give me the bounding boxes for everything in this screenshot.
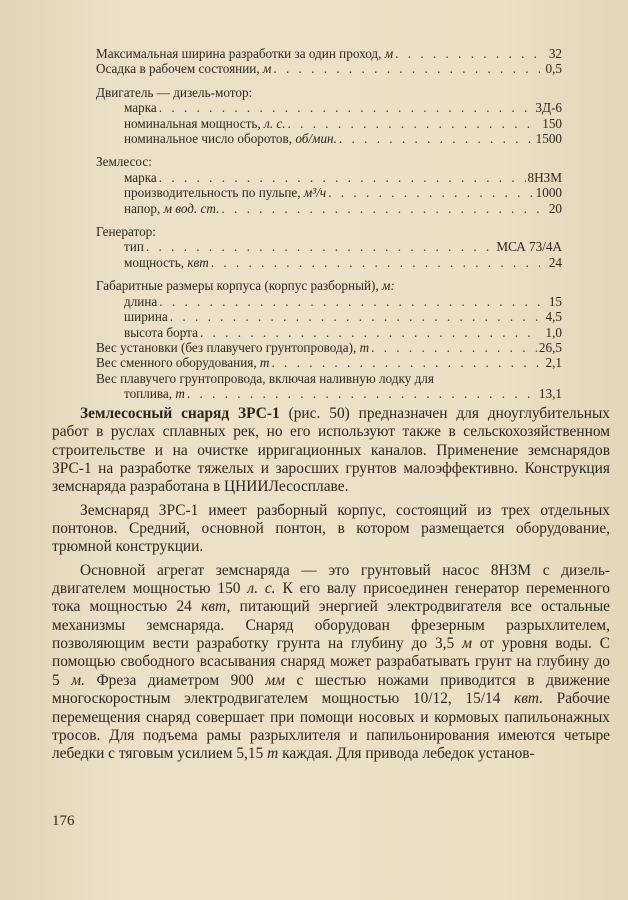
spec-label: тип [124,239,144,255]
spec-label: высота борта [124,324,198,340]
page-number: 176 [52,813,75,829]
leader-dots [273,61,540,76]
spec-row-pump-head [96,201,562,216]
leader-dots [146,239,494,254]
leader-dots [159,170,526,185]
leader-dots [221,201,540,216]
spec-row-length [96,294,562,309]
spec-value: 1,0 [545,324,562,340]
spec-label: ширина [124,309,168,325]
spec-label: длина [124,293,158,309]
spec-label: марка [124,169,157,185]
leader-dots [271,355,540,370]
spec-label: марка [124,100,157,116]
spec-label: Вес сменного оборудования, т [96,355,270,371]
spec-row-equipment-weight [96,355,562,370]
paragraph-3: Основной агрегат земснаряда — это грунтовый насос 8НЗМ с дизель-двигателем мощностью 150 л. с. К его валу присоединен генератор переменного тока мощностью 24 квт, питающий энергией электродвигателя все остальные механизмы земснаряда. Снаряд оборудован фрезерным разрыхлителем, позволяющим вести разработку грунта на глубину до 3,5 м от уровня воды. С помощью свободного всасывания снаряд может разрабатывать грунт на глубину до 5 м. Фреза диаметром 900 мм с шестью ножами приводится в движение многоскоростным электродвигателем мощностью 10/12, 15/14 квт. Рабочие перемещения снаряд совершает при помощи носовых и кормовых папильонажных тросов. Для подъема рамы разрыхлителя и папильонирования имеются четыре лебедки с тяговым усилием 5,15 т каждая. Для привода лебедок установ- [52,561,611,763]
spec-heading-engine: Двигатель — дизель-мотор: [96,84,253,100]
spec-row-engine-brand [96,100,562,115]
leader-dots [159,294,540,309]
specification-table [96,46,562,402]
spec-row-engine-rpm [96,131,562,146]
spec-row-draft [96,61,562,76]
spec-value: 32 [548,46,562,61]
spec-row-installation-weight [96,340,562,355]
leader-dots [170,309,540,324]
spec-value: 0,5 [545,61,562,77]
spec-value: МСА 73/4А [496,239,562,255]
spec-value: 15 [548,293,562,309]
spec-value: 150 [542,115,562,131]
spec-row-board-height [96,325,562,340]
spec-label: мощность, квт [124,254,209,270]
leader-dots [200,325,540,340]
spec-value: 26,5 [538,339,562,355]
spec-heading-pump: Землесос: [96,154,152,170]
spec-value: 20 [548,200,562,216]
body-text [52,405,610,769]
leader-dots [371,340,537,355]
spec-label: номинальное число оборотов, об/мин. [124,131,337,147]
spec-value: 1500 [535,131,562,147]
spec-value: 13,1 [538,386,562,402]
spec-row-generator-type [96,239,562,254]
spec-row-engine-power [96,116,562,131]
spec-label: Вес установки (без плавучего грунтопровода), т [96,339,370,355]
spec-value: 24 [548,254,562,270]
spec-value: 4,5 [545,309,562,325]
spec-label: Вес плавучего грунтопровода, включая наливную лодку для [96,370,434,386]
spec-label: производительность по пульпе, м³/ч [124,185,327,201]
paragraph-2: Земснаряд ЗРС-1 имеет разборный корпус, состоящий из трех отдельных понтонов. Средний, основной понтон, в котором размещается оборудование, трюмной конструкции. [52,501,610,556]
spec-value: 1000 [535,185,562,201]
spec-row-generator-power [96,255,562,270]
spec-row-pipeline-weight-line2 [96,386,562,401]
leader-dots [339,131,534,146]
leader-dots [159,100,534,115]
spec-row-max-width [96,46,562,61]
spec-label: топлива, т [124,386,185,402]
spec-label: Максимальная ширина разработки за один проход, м [96,46,394,61]
spec-row-width [96,309,562,324]
leader-dots [211,255,540,270]
leader-dots [288,116,541,131]
spec-value: 3Д-6 [535,100,562,116]
paragraph-1: Землесосный снаряд ЗРС-1 (рис. 50) предназначен для дноуглубительных работ в руслах сплавных рек, но его используют также в сельскохозяйственном строительстве и на очистке ирригационных каналов. Применение земснарядов ЗРС-1 на разработке тяжелых и заросших грунтов малоэффективно. Конструкция земснаряда разработана в ЦНИИЛесосплаве. [52,405,610,496]
leader-dots [187,386,537,401]
spec-label: номинальная мощность, л. с. [124,115,286,131]
spec-value: 2,1 [545,355,562,371]
spec-label: Осадка в рабочем состоянии, м [96,61,272,77]
spec-heading-dimensions: Габаритные размеры корпуса (корпус разборный), м: [96,278,395,294]
leader-dots [328,185,533,200]
spec-row-pump-capacity [96,185,562,200]
spec-row-pump-brand [96,170,562,185]
spec-label: напор, м вод. ст. [124,200,220,216]
spec-row-pipeline-weight-line1 [96,371,562,386]
leader-dots [395,46,540,61]
spec-value: 8НЗМ [527,169,562,185]
spec-heading-generator: Генератор: [96,224,156,240]
